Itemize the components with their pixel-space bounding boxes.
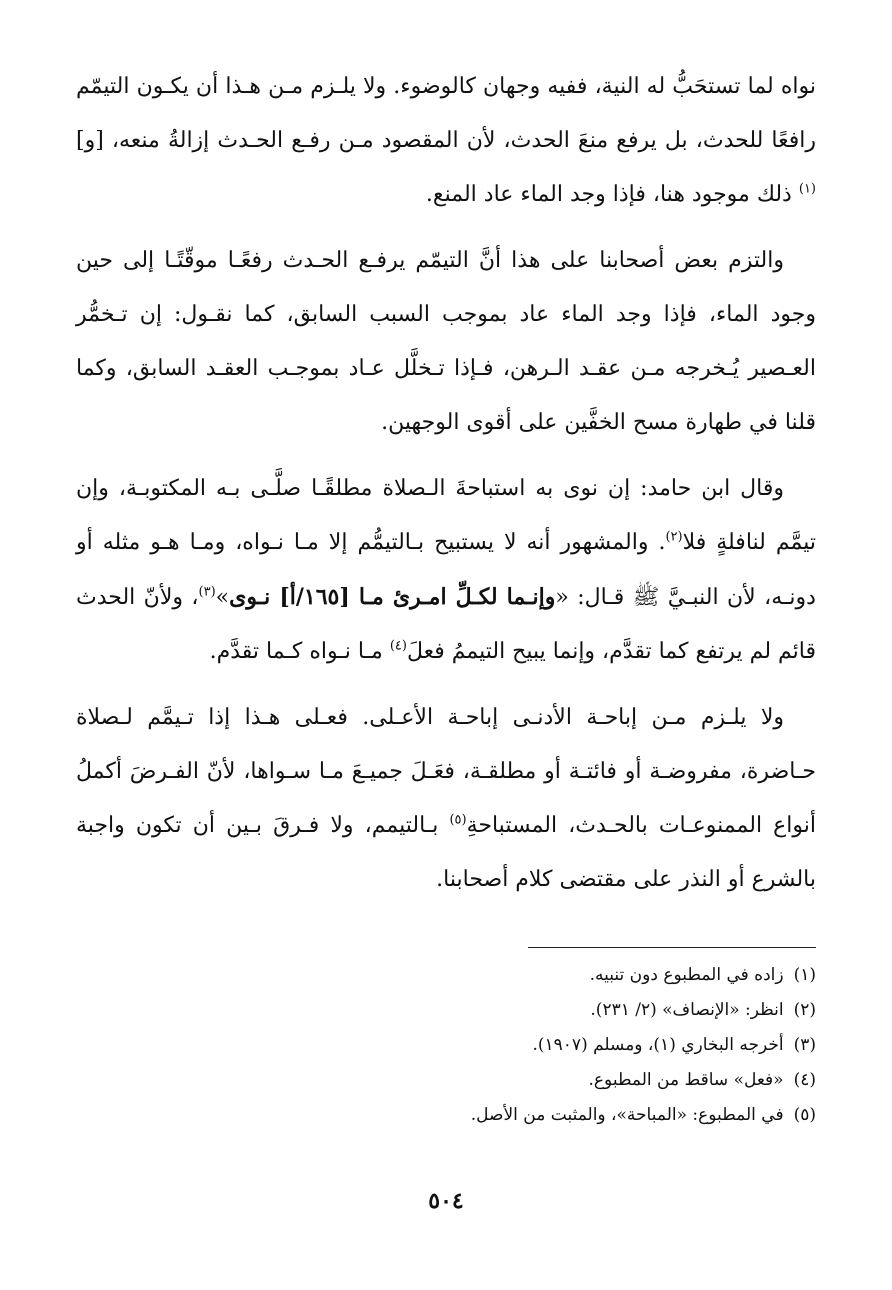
paragraph-1: نواه لما تستحَبُّ له النية، ففيه وجهان كالوضوء. ولا يلـزم مـن هـذا أن يكـون التيمّم رافعًا للحدث، بل يرفع منعَ الحدث، لأن المقصود مـن رفـع الحـدث إزالةُ منعه، [و]$^{(١)}$ ذلك موجود هنا، فإذا وجد الماء عاد المنع. [76, 74, 816, 207]
footnote-4 [76, 1063, 816, 1098]
footnote-number: (٢) [793, 1000, 816, 1020]
footnote-number: (٣) [793, 1035, 816, 1055]
footnote-number: (١) [793, 965, 816, 985]
footnote-ref-3[interactable]: (٣) [198, 584, 216, 600]
main-text [76, 60, 816, 919]
paragraph-2: والتزم بعض أصحابنا على هذا أنَّ التيمّم يرفـع الحـدث رفعًـا موقّتًـا إلى حين وجود الماء، فإذا وجد الماء عاد بموجب السبب السابق، كما نقـول: إن تـخمُّر العـصير يُـخرجه مـن عقـد الـرهن، فـإذا تـخلَّل عـاد بموجـب العقـد السابق، وكما قلنا في طهارة مسح الخفَّين على أقوى الوجهين. [76, 248, 816, 435]
paragraph-4: ولا يلـزم مـن إباحـة الأدنـى إباحـة الأعـلى. فعـلى هـذا إذا تـيمَّم لـصلاة حـاضرة، مفروضـة أو فائتـة أو مطلقـة، فعَـلَ جميـعَ مـا سـواها، لأنّ الفـرضَ أكملُ أنواع الممنوعـات بالحـدث، المستباحةِ$^{(٥)}$ بـالتيمم، ولا فـرقَ بـين أن تكون واجبة بالشرع أو النذر على مقتضى كلام أصحابنا. [76, 705, 816, 892]
footnote-ref-1[interactable]: (١) [798, 181, 816, 197]
footnote-2 [76, 993, 816, 1028]
footnote-1 [76, 958, 816, 993]
footnote-3 [76, 1028, 816, 1063]
paragraph-3: وقال ابن حامد: إن نوى به استباحةَ الـصلاة مطلقًـا صلَّـى بـه المكتوبـة، وإن تيمَّم لنافلةٍ فلا$^{(٢)}$. والمشهور أنه لا يستبيح بـالتيمُّم إلا مـا نـواه، ومـا هـو مثله أو دونـه، لأن النبـيَّ ﷺ قـال: «وإنـما لكـلِّ امـرئ مـا [١٦٥/أ] نـوى»$^{(٣)}$، ولأنّ الحدث قائم لم يرتفع كما تقدَّم، وإنما يبيح التيممُ فعلَ$^{(٤)}$ مـا نـواه كـما تقدَّم. [76, 476, 816, 664]
footnote-ref-4[interactable]: (٤) [389, 638, 407, 654]
footnote-divider [528, 947, 816, 948]
footnote-ref-5[interactable]: (٥) [449, 812, 467, 828]
footnote-number: (٤) [793, 1070, 816, 1090]
footnote-text: أخرجه البخاري (١)، ومسلم (١٩٠٧). [532, 1035, 784, 1055]
footnote-text: انظر: «الإنصاف» (٢/ ٢٣١). [590, 1000, 784, 1020]
page-number: ٥٠٤ [428, 1188, 464, 1214]
footnote-text: «فعل» ساقط من المطبوع. [588, 1070, 784, 1090]
footnote-text: زاده في المطبوع دون تنبيه. [589, 965, 784, 985]
footnote-text: في المطبوع: «المباحة»، والمثبت من الأصل. [470, 1105, 784, 1125]
hadith-quote: وإنـما لكـلِّ امـرئ مـا [١٦٥/أ] نـوى [229, 584, 556, 610]
footnote-ref-2[interactable]: (٢) [665, 529, 683, 545]
footnotes [76, 958, 816, 1133]
footnote-5 [76, 1098, 816, 1133]
footnote-number: (٥) [793, 1105, 816, 1125]
